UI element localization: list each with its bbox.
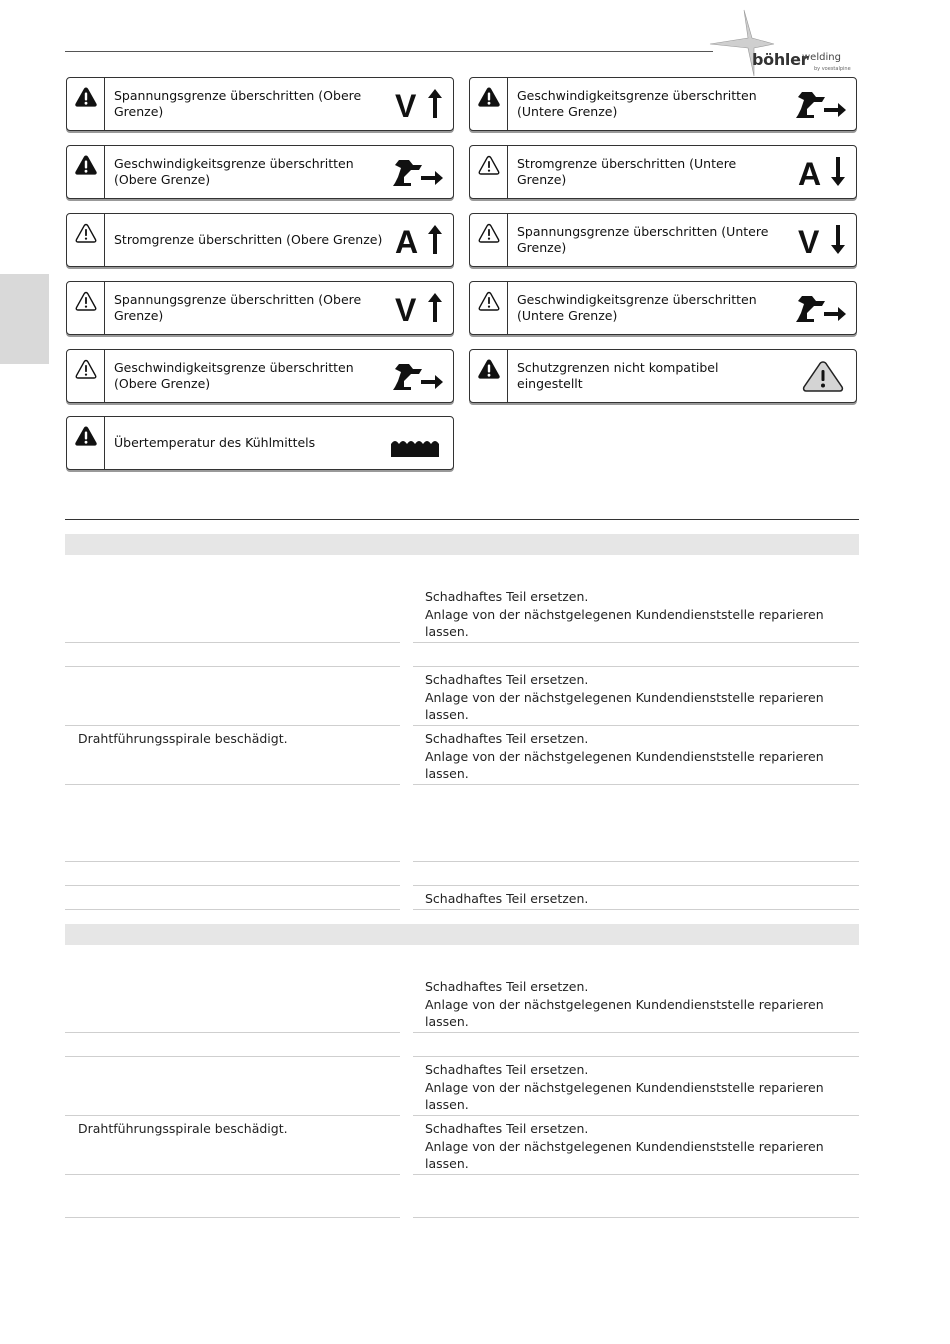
remedy-text: Anlage von der nächstgelegenen Kundendienststelle reparieren lassen. [425,997,824,1029]
alarm-box [66,213,454,267]
chapter-tab [0,274,49,364]
row-divider [413,725,859,726]
alarm-box [469,77,857,131]
row-divider [65,1032,400,1033]
alarm-severity-cell [470,350,508,402]
alarm-severity-cell [67,78,105,130]
alarm-outline-warning-icon [477,222,501,248]
svg-text:V: V [395,88,417,120]
row-divider [65,1217,400,1218]
robot-speed-icon [389,360,445,392]
alarm-box [469,349,857,403]
alarm-severity-cell [470,214,508,266]
alarm-filled-warning-icon [477,358,501,384]
alarm-box [66,77,454,131]
alarm-text: Stromgrenze überschritten (Obere Grenze) [114,232,383,247]
svg-text:V: V [798,224,820,256]
row-divider [65,1056,400,1057]
current-up-icon [389,224,445,256]
row-divider [413,1115,859,1116]
alarm-severity-cell [470,282,508,334]
remedy-cell [425,1061,845,1114]
row-divider [65,666,400,667]
remedy-text: Schadhaftes Teil ersetzen. [425,1121,589,1136]
alarm-outline-warning-icon [74,358,98,384]
remedy-cell [425,890,845,908]
row-divider [65,725,400,726]
cause-cell [78,1120,388,1137]
alarm-outline-warning-icon [74,290,98,316]
row-divider [413,1032,859,1033]
remedy-text: Schadhaftes Teil ersetzen. [425,979,589,994]
row-divider [65,1174,400,1175]
section-rule [65,519,859,520]
alarm-text: Übertemperatur des Kühlmittels [114,435,316,450]
row-divider [413,909,859,910]
alarm-filled-warning-icon [74,425,98,451]
remedy-cell [425,978,845,1031]
remedy-text: Anlage von der nächstgelegenen Kundendienststelle reparieren lassen. [425,690,824,722]
alarm-filled-warning-icon [74,154,98,180]
alarm-text: Geschwindigkeitsgrenze überschritten (Untere Grenze) [517,292,757,323]
alarm-text: Geschwindigkeitsgrenze überschritten (Untere Grenze) [517,88,757,119]
voltage-up-icon [389,292,445,324]
robot-speed-icon [792,292,848,324]
remedy-cell [425,671,845,724]
alarm-box [469,213,857,267]
remedy-text: Anlage von der nächstgelegenen Kundendienststelle reparieren lassen. [425,1139,824,1171]
alarm-text: Stromgrenze überschritten (Untere Grenze) [517,156,737,187]
svg-text:A: A [798,156,822,188]
cause-text: Drahtführungsspirale beschädigt. [78,1121,288,1136]
row-divider [65,784,400,785]
robot-speed-icon [792,88,848,120]
alarm-box [469,281,857,335]
row-divider [65,885,400,886]
coolant-temperature-icon [389,427,445,459]
alarm-box [66,281,454,335]
alarm-filled-warning-icon [477,86,501,112]
row-divider [413,1056,859,1057]
remedy-text: Schadhaftes Teil ersetzen. [425,589,589,604]
alarm-severity-cell [67,146,105,198]
alarm-severity-cell [67,282,105,334]
logo-sub: welding [802,52,841,63]
alarm-severity-cell [470,78,508,130]
row-divider [413,1174,859,1175]
alarm-text: Spannungsgrenze überschritten (Obere Grenze) [114,292,362,323]
row-divider [413,666,859,667]
row-divider [65,642,400,643]
remedy-cell [425,730,845,783]
alarm-text: Geschwindigkeitsgrenze überschritten (Obere Grenze) [114,360,354,391]
alarm-text: Spannungsgrenze überschritten (Obere Grenze) [114,88,362,119]
row-divider [413,885,859,886]
alarm-severity-cell [470,146,508,198]
alarm-box [66,349,454,403]
remedy-text: Anlage von der nächstgelegenen Kundendienststelle reparieren lassen. [425,607,824,639]
row-divider [65,861,400,862]
robot-speed-icon [389,156,445,188]
row-divider [413,861,859,862]
table-header-band [65,924,859,945]
remedy-text: Schadhaftes Teil ersetzen. [425,891,589,906]
svg-text:A: A [395,224,419,256]
warning-triangle-icon [792,360,848,392]
row-divider [65,1115,400,1116]
remedy-text: Schadhaftes Teil ersetzen. [425,731,589,746]
voltage-down-icon [792,224,848,256]
remedy-cell [425,588,845,641]
remedy-cell [425,1120,845,1173]
row-divider [65,909,400,910]
table-header-band [65,534,859,555]
logo-by: by voestalpine [814,66,851,72]
alarm-severity-cell [67,350,105,402]
remedy-text: Anlage von der nächstgelegenen Kundendienststelle reparieren lassen. [425,749,824,781]
alarm-box [469,145,857,199]
alarm-severity-cell [67,214,105,266]
alarm-severity-cell [67,417,105,469]
bohler-welding-logo [708,8,868,80]
logo-brand: böhler [752,50,809,69]
voltage-up-icon [389,88,445,120]
alarm-box [66,416,454,470]
alarm-text: Geschwindigkeitsgrenze überschritten (Obere Grenze) [114,156,354,187]
remedy-text: Schadhaftes Teil ersetzen. [425,1062,589,1077]
svg-text:V: V [395,292,417,324]
row-divider [413,784,859,785]
row-divider [413,1217,859,1218]
row-divider [413,642,859,643]
header-rule [65,51,713,52]
cause-cell [78,730,388,747]
remedy-text: Schadhaftes Teil ersetzen. [425,672,589,687]
alarm-box [66,145,454,199]
remedy-text: Anlage von der nächstgelegenen Kundendienststelle reparieren lassen. [425,1080,824,1112]
cause-text: Drahtführungsspirale beschädigt. [78,731,288,746]
alarm-text: Schutzgrenzen nicht kompatibel eingestellt [517,360,719,391]
current-down-icon [792,156,848,188]
alarm-outline-warning-icon [477,290,501,316]
alarm-outline-warning-icon [477,154,501,180]
alarm-text: Spannungsgrenze überschritten (Untere Grenze) [517,224,769,255]
alarm-filled-warning-icon [74,86,98,112]
alarm-outline-warning-icon [74,222,98,248]
